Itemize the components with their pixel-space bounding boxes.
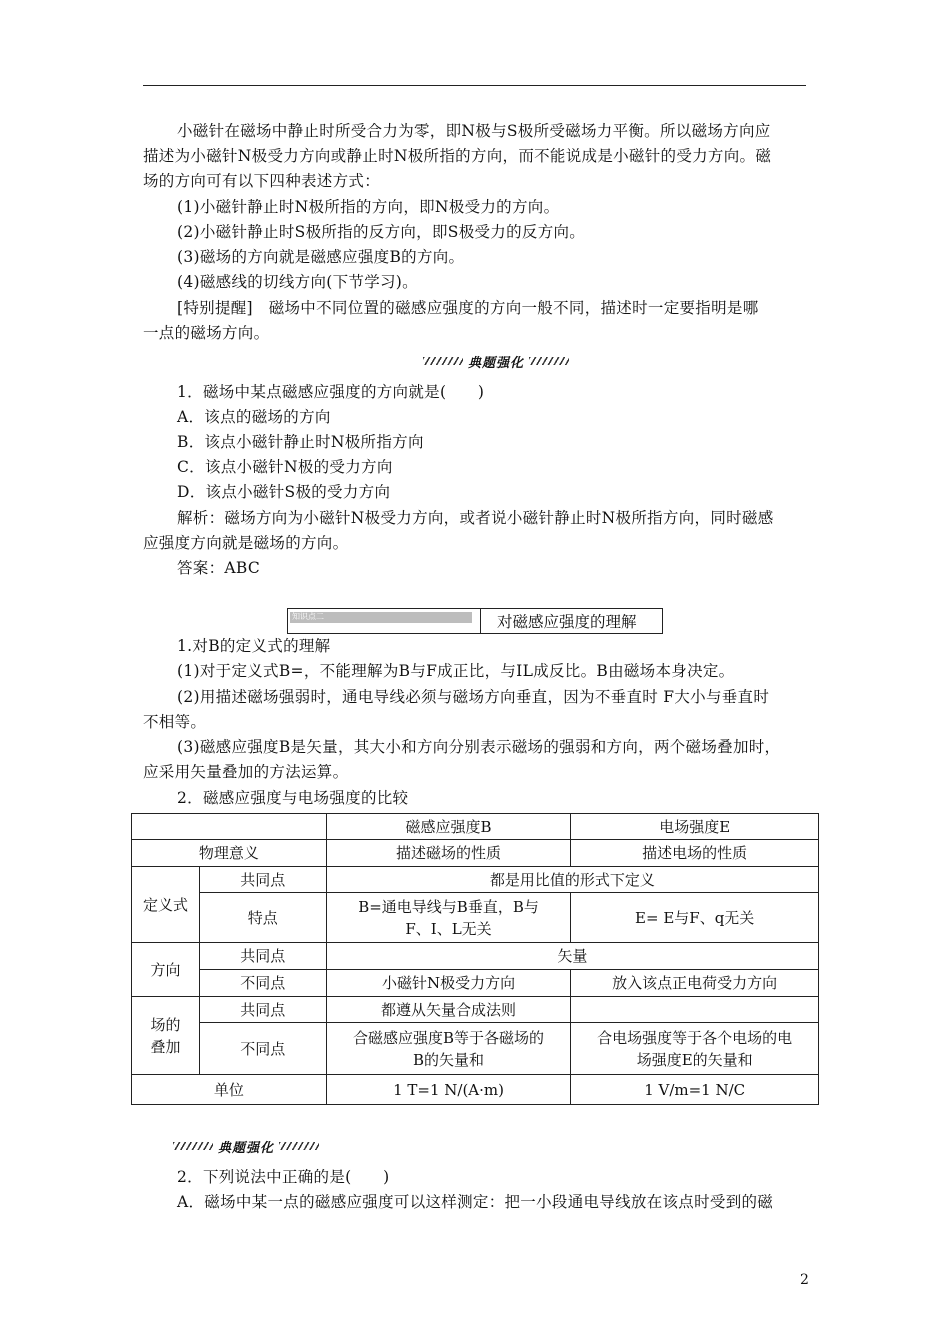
row-label: 物理意义 — [132, 840, 327, 867]
table-header-cell: 电场强度E — [571, 814, 819, 840]
list-item: (4)磁感线的切线方向(下节学习)。 — [177, 273, 418, 291]
table-row — [132, 943, 819, 970]
section-banner — [173, 1136, 319, 1156]
list-item: (1)小磁针静止时N极所指的方向，即N极受力的方向。 — [177, 198, 560, 216]
paragraph-line: 小磁针在磁场中静止时所受合力为零，即N极与S极所受磁场力平衡。所以磁场方向应 — [177, 122, 771, 140]
table-row — [132, 893, 819, 943]
sub-label: 共同点 — [199, 997, 326, 1023]
hatch-decoration — [173, 1142, 213, 1150]
cell-line: 场强度E的矢量和 — [636, 1050, 753, 1069]
list-item: (2)小磁针静止时S极所指的反方向，即S极受力的反方向。 — [177, 223, 586, 241]
cell-line: F、I、L无关 — [405, 919, 492, 938]
option-a: A．该点的磁场的方向 — [177, 408, 331, 426]
banner-label: 典题强化 — [468, 355, 525, 371]
special-tip: 一点的磁场方向。 — [143, 324, 270, 342]
hatch-decoration — [423, 357, 463, 365]
tag-text: 知识点二 — [292, 612, 324, 621]
special-tip: [特别提醒] 磁场中不同位置的磁感应强度的方向一般不同，描述时一定要指明是哪 — [177, 299, 759, 317]
hatch-decoration — [529, 357, 569, 365]
paragraph-line: (2)用描述磁场强弱时，通电导线必须与磁场方向垂直，因为不垂直时 F大小与垂直时 — [177, 688, 770, 706]
paragraph-line: 场的方向可有以下四种表述方式： — [143, 172, 381, 190]
cell-line: 场的 — [150, 1015, 181, 1034]
sub-label: 共同点 — [199, 867, 326, 893]
section-heading: 1.对B的定义式的理解 — [177, 637, 331, 655]
row-label: 单位 — [132, 1075, 327, 1105]
row-label — [132, 997, 200, 1075]
table-row — [132, 814, 819, 840]
table-cell: 都是用比值的形式下定义 — [326, 867, 818, 893]
table-cell: 都遵从矢量合成法则 — [326, 997, 571, 1023]
table-row — [132, 997, 819, 1023]
cell-line: B的矢量和 — [413, 1050, 485, 1069]
table-header-cell: 磁感应强度B — [326, 814, 571, 840]
option-d: D．该点小磁针S极的受力方向 — [177, 483, 391, 501]
paragraph-line: 不相等。 — [143, 713, 207, 731]
question-stem: 1．磁场中某点磁感应强度的方向就是( ) — [177, 383, 485, 401]
table-cell — [571, 997, 819, 1023]
option-c: C．该点小磁针N极的受力方向 — [177, 458, 393, 476]
page-number: 2 — [800, 1272, 809, 1288]
analysis-line: 解析：磁场方向为小磁针N极受力方向，或者说小磁针静止时N极所指方向，同时磁感 — [177, 509, 774, 527]
table-row — [132, 840, 819, 867]
comparison-table — [131, 813, 819, 1105]
row-label: 方向 — [132, 943, 200, 997]
question-stem: 2．下列说法中正确的是( ) — [177, 1168, 390, 1186]
table-cell — [326, 1023, 571, 1075]
cell-line: 合电场强度等于各个电场的电 — [597, 1028, 793, 1047]
paragraph-line: 描述为小磁针N极受力方向或静止时N极所指的方向，而不能说成是小磁针的受力方向。磁 — [143, 147, 772, 165]
sub-label: 不同点 — [199, 1023, 326, 1075]
sub-label: 不同点 — [199, 970, 326, 997]
table-cell — [132, 814, 327, 840]
table-cell — [571, 1023, 819, 1075]
row-label: 定义式 — [132, 867, 200, 943]
knowledge-point-box — [287, 608, 663, 634]
hatch-decoration — [279, 1142, 319, 1150]
cell-line: B=通电导线与B垂直，B与 — [358, 897, 539, 916]
paragraph-line: (3)磁感应强度B是矢量，其大小和方向分别表示磁场的强弱和方向，两个磁场叠加时， — [177, 738, 781, 756]
banner-label: 典题强化 — [218, 1140, 275, 1156]
table-cell: 1 T=1 N/(A·m) — [326, 1075, 571, 1105]
table-row — [132, 970, 819, 997]
table-cell: 描述磁场的性质 — [326, 840, 571, 867]
paragraph-line: 应采用矢量叠加的方法运算。 — [143, 763, 349, 781]
table-cell: E= E与F、q无关 — [571, 893, 819, 943]
cell-line: 合磁感应强度B等于各磁场的 — [353, 1028, 545, 1047]
sub-label: 特点 — [199, 893, 326, 943]
table-cell: 放入该点正电荷受力方向 — [571, 970, 819, 997]
table-cell: 1 V/m=1 N/C — [571, 1075, 819, 1105]
knowledge-tag — [288, 609, 481, 633]
table-row — [132, 1023, 819, 1075]
answer: 答案：ABC — [177, 559, 261, 577]
table-cell: 描述电场的性质 — [571, 840, 819, 867]
table-row — [132, 1075, 819, 1105]
option-b: B．该点小磁针静止时N极所指方向 — [177, 433, 424, 451]
table-cell: 矢量 — [326, 943, 818, 970]
sub-label: 共同点 — [199, 943, 326, 970]
table-cell: 小磁针N极受力方向 — [326, 970, 571, 997]
section-banner — [423, 351, 569, 371]
list-item: (3)磁场的方向就是磁感应强度B的方向。 — [177, 248, 465, 266]
option-a: A．磁场中某一点的磁感应强度可以这样测定：把一小段通电导线放在该点时受到的磁 — [177, 1193, 774, 1211]
header-rule — [143, 85, 806, 86]
table-row — [132, 867, 819, 893]
knowledge-title: 对磁感应强度的理解 — [497, 613, 637, 631]
cell-line: 叠加 — [150, 1037, 181, 1056]
paragraph-line: (1)对于定义式B=，不能理解为B与F成正比，与IL成反比。B由磁场本身决定。 — [177, 662, 735, 680]
analysis-line: 应强度方向就是磁场的方向。 — [143, 534, 349, 552]
table-cell — [326, 893, 571, 943]
section-heading: 2．磁感应强度与电场强度的比较 — [177, 789, 409, 807]
